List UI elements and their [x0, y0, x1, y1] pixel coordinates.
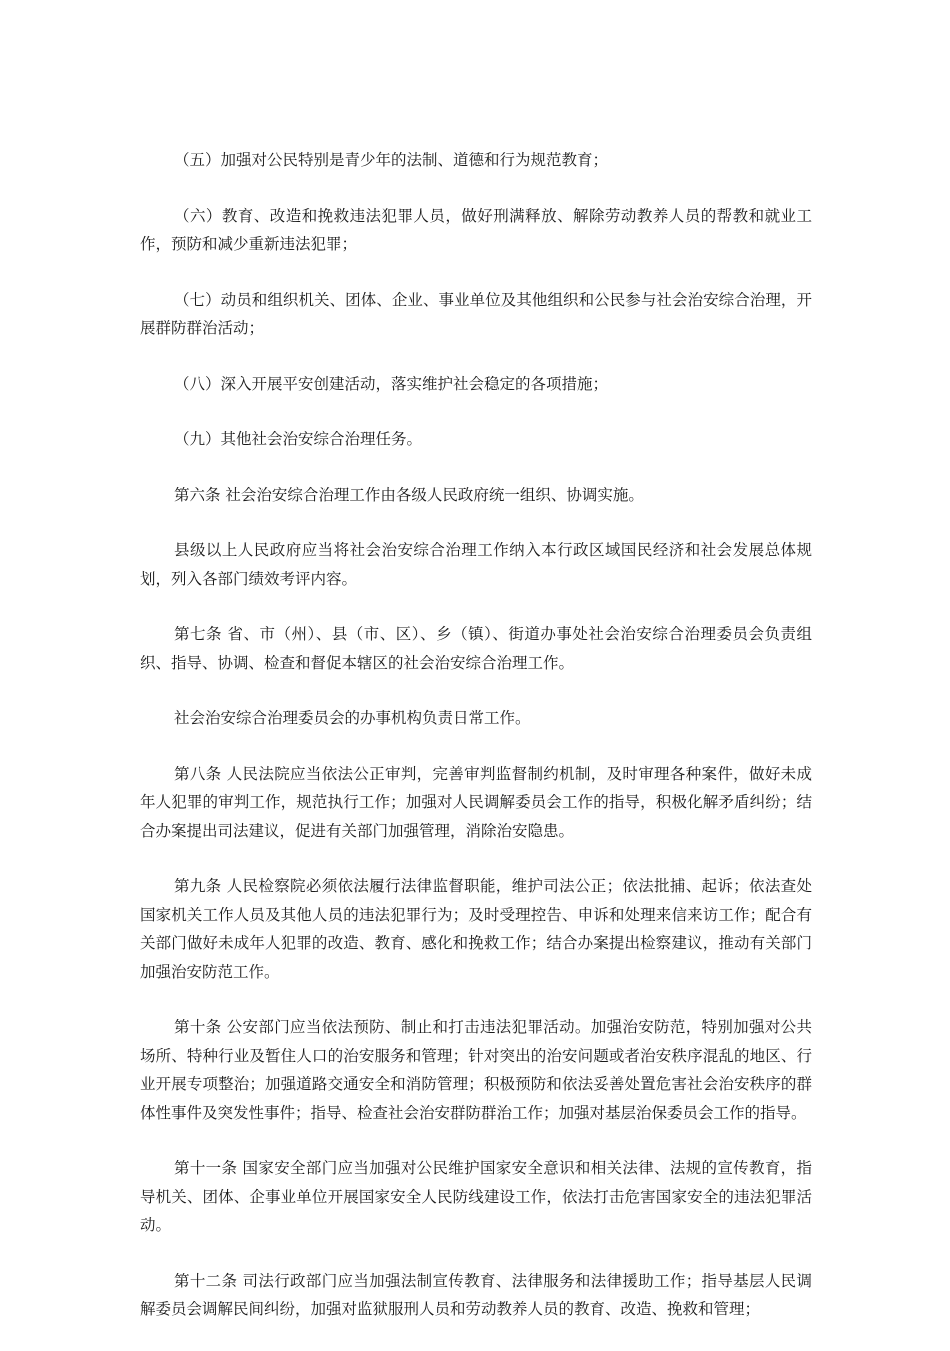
paragraph-item-7: （七）动员和组织机关、团体、企业、事业单位及其他组织和公民参与社会治安综合治理，开展群防群治活动； — [140, 290, 812, 337]
article-8: 第八条 人民法院应当依法公正审判，完善审判监督制约机制，及时审理各种案件，做好未成年人犯罪的审判工作，规范执行工作；加强对人民调解委员会工作的指导，积极化解矛盾纠纷；结合办案提出司法建议，促进有关部门加强管理，消除治安隐患。 — [140, 764, 812, 840]
article-6-clause-2: 县级以上人民政府应当将社会治安综合治理工作纳入本行政区域国民经济和社会发展总体规划，列入各部门绩效考评内容。 — [140, 541, 812, 588]
article-6: 第六条 社会治安综合治理工作由各级人民政府统一组织、协调实施。 — [174, 485, 644, 504]
article-10: 第十条 公安部门应当依法预防、制止和打击违法犯罪活动。加强治安防范，特别加强对公共场所、特种行业及暂住人口的治安服务和管理；针对突出的治安问题或者治安秩序混乱的地区、行业开展专项整治；加强道路交通安全和消防管理；积极预防和依法妥善处置危害社会治安秩序的群体性事件及突发性事件；指导、检查社会治安群防群治工作；加强对基层治保委员会工作的指导。 — [140, 1018, 812, 1122]
article-11: 第十一条 国家安全部门应当加强对公民维护国家安全意识和相关法律、法规的宣传教育，指导机关、团体、企事业单位开展国家安全人民防线建设工作，依法打击危害国家安全的违法犯罪活动。 — [140, 1159, 812, 1234]
paragraph-item-8: （八）深入开展平安创建活动，落实维护社会稳定的各项措施； — [174, 374, 609, 393]
paragraph-item-6: （六）教育、改造和挽救违法犯罪人员，做好刑满释放、解除劳动教养人员的帮教和就业工作，预防和减少重新违法犯罪； — [140, 206, 812, 253]
document-body — [140, 146, 812, 1351]
article-9: 第九条 人民检察院必须依法履行法律监督职能，维护司法公正；依法批捕、起诉；依法查处国家机关工作人员及其他人员的违法犯罪行为；及时受理控告、申诉和处理来信来访工作；配合有关部门做好未成年人犯罪的改造、教育、感化和挽救工作；结合办案提出检察建议，推动有关部门加强治安防范工作。 — [140, 877, 812, 981]
article-7-clause-2: 社会治安综合治理委员会的办事机构负责日常工作。 — [174, 709, 531, 727]
paragraph-item-5: （五）加强对公民特别是青少年的法制、道德和行为规范教育； — [174, 151, 609, 169]
paragraph-item-9: （九）其他社会治安综合治理任务。 — [174, 430, 423, 448]
article-12: 第十二条 司法行政部门应当加强法制宣传教育、法律服务和法律援助工作；指导基层人民调解委员会调解民间纠纷，加强对监狱服刑人员和劳动教养人员的教育、改造、挽救和管理； — [140, 1271, 812, 1318]
article-7: 第七条 省、市（州）、县（市、区）、乡（镇）、街道办事处社会治安综合治理委员会负责组织、指导、协调、检查和督促本辖区的社会治安综合治理工作。 — [140, 625, 812, 672]
